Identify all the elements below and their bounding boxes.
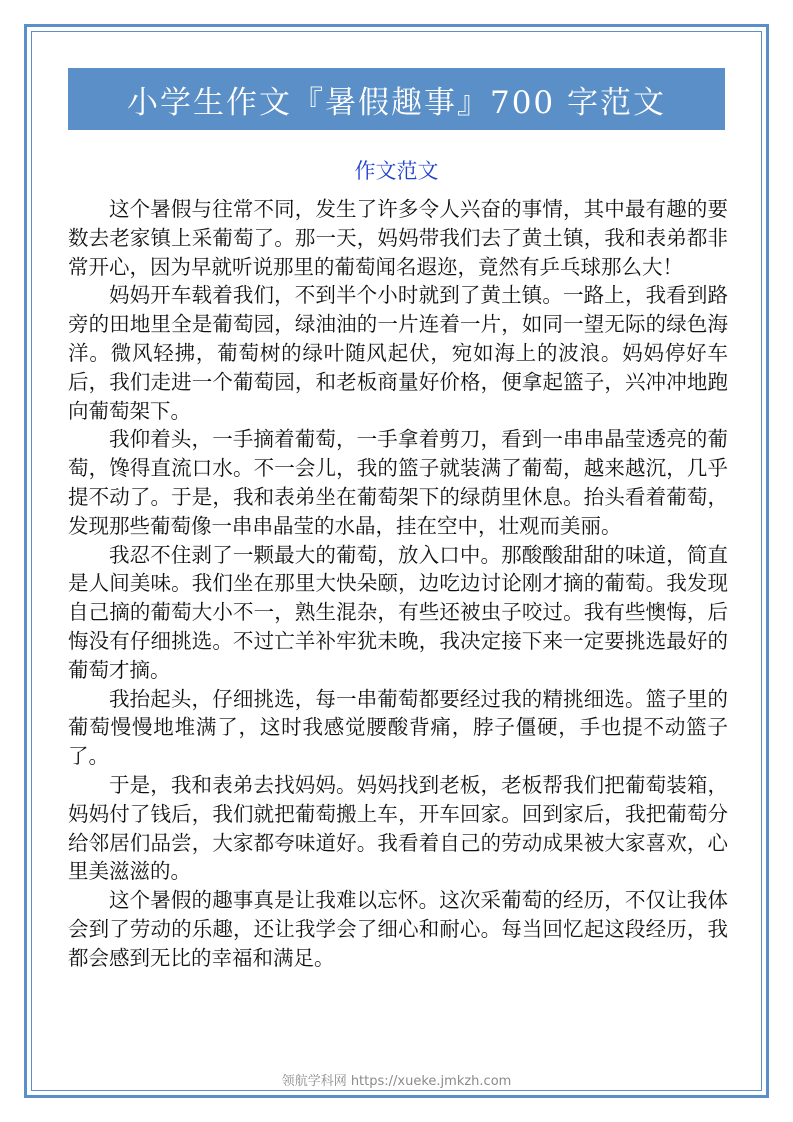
- section-subtitle: 作文范文: [354, 159, 439, 183]
- paragraph-6: 于是，我和表弟去找妈妈。妈妈找到老板，老板帮我们把葡萄装箱，妈妈付了钱后，我们就把葡萄搬上车，开车回家。回到家后，我把葡萄分给邻居们品尝，大家都夸味道好。我看着自己的劳动成果被大家喜欢，心里美滋滋的。: [68, 772, 728, 884]
- paragraph-1: 这个暑假与往常不同，发生了许多令人兴奋的事情，其中最有趣的要数去老家镇上采葡萄了。那一天，妈妈带我们去了黄土镇，我和表弟都非常开心，因为早就听说那里的葡萄闻名遐迩，竟然有乒乓球那么大！: [68, 197, 728, 279]
- title-banner: [68, 68, 725, 130]
- footer-watermark: 领航学科网 https://xueke.jmkzh.com: [281, 1074, 512, 1089]
- paragraph-7: 这个暑假的趣事真是让我难以忘怀。这次采葡萄的经历，不仅让我体会到了劳动的乐趣，还让我学会了细心和耐心。每当回忆起这段经历，我都会感到无比的幸福和满足。: [68, 888, 728, 970]
- paragraph-4: 我忍不住剥了一颗最大的葡萄，放入口中。那酸酸甜甜的味道，简直是人间美味。我们坐在那里大快朵颐，边吃边讨论刚才摘的葡萄。我发现自己摘的葡萄大小不一，熟生混杂，有些还被虫子咬过。我有些懊悔，后悔没有仔细挑选。不过亡羊补牢犹未晚，我决定接下来一定要挑选最好的葡萄才摘。: [68, 542, 728, 682]
- paragraph-5: 我抬起头，仔细挑选，每一串葡萄都要经过我的精挑细选。篮子里的葡萄慢慢地堆满了，这时我感觉腰酸背痛，脖子僵硬，手也提不动篮子了。: [68, 686, 728, 769]
- page-title: 小学生作文『暑假趣事』700 字范文: [126, 84, 667, 121]
- essay-body: [68, 195, 728, 973]
- paragraph-3: 我仰着头，一手摘着葡萄，一手拿着剪刀，看到一串串晶莹透亮的葡萄，馋得直流口水。不一会儿，我的篮子就装满了葡萄，越来越沉，几乎提不动了。于是，我和表弟坐在葡萄架下的绿荫里休息。抬头看着葡萄，发现那些葡萄像一串串晶莹的水晶，挂在空中，壮观而美丽。: [68, 427, 728, 538]
- paragraph-2: 妈妈开车载着我们，不到半个小时就到了黄土镇。一路上，我看到路旁的田地里全是葡萄园，绿油油的一片连着一片，如同一望无际的绿色海洋。微风轻拂，葡萄树的绿叶随风起伏，宛如海上的波浪。妈妈停好车后，我们走进一个葡萄园，和老板商量好价格，便拿起篮子，兴冲冲地跑向葡萄架下。: [68, 283, 728, 423]
